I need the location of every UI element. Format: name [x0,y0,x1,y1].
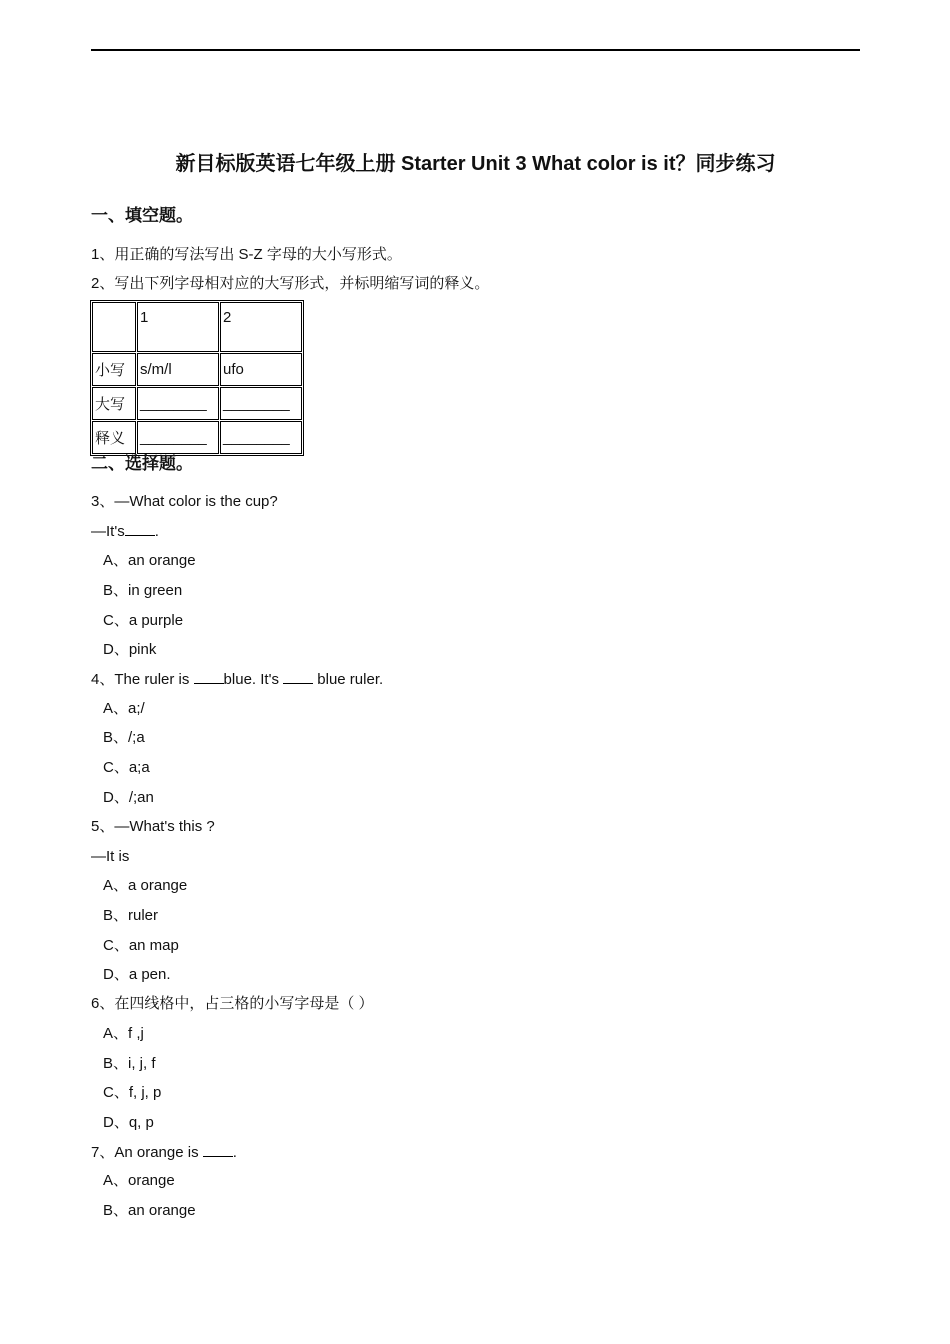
q7-part-b: . [232,1144,237,1161]
question-3: 3、—What color is the cup? [91,493,278,510]
header-rule [91,49,860,51]
option-d[interactable]: D、pink [103,641,157,658]
option-c[interactable]: C、f, j, p [103,1084,162,1101]
table-row [92,387,302,420]
section-fill-in-heading: 一、填空题。 [91,206,193,225]
table-cell: s/m/l [137,353,219,386]
option-c[interactable]: C、a;a [103,759,150,776]
answer-blank[interactable] [125,521,155,536]
answer-blank[interactable]: ________ [220,421,302,454]
q4-part-b: blue. It's [223,671,284,688]
option-a[interactable]: A、a orange [103,877,188,894]
answer-blank[interactable] [194,669,224,684]
section-choice-heading: 二、选择题。 [91,454,193,473]
table-row [92,421,302,454]
table-header-cell: 1 [137,302,219,352]
option-a[interactable]: A、orange [103,1172,175,1189]
answer-blank[interactable] [203,1142,233,1157]
answer-blank[interactable]: ________ [220,387,302,420]
letters-table [90,300,304,456]
option-b[interactable]: B、in green [103,582,183,599]
option-a[interactable]: A、an orange [103,552,196,569]
answer-blank[interactable] [283,669,313,684]
q7-part-a: 7、An orange is [91,1144,203,1161]
question-5: 5、—What's this ? [91,818,215,835]
question-5-line-2: —It is [91,848,130,865]
answer-blank[interactable]: ________ [137,421,219,454]
question-6: 6、在四线格中，占三格的小写字母是（ ） [91,995,374,1012]
page-title: 新目标版英语七年级上册 Starter Unit 3 What color is it？同步练习 [175,153,776,175]
q4-part-c: blue ruler. [313,671,384,688]
q3-prefix: —It's [91,523,125,540]
table-row [92,353,302,386]
table-header-cell: 2 [220,302,302,352]
row-label: 释义 [92,421,136,454]
row-label: 大写 [92,387,136,420]
table-header-row [92,302,302,352]
row-label: 小写 [92,353,136,386]
option-c[interactable]: C、a purple [103,612,184,629]
option-a[interactable]: A、a;/ [103,700,145,717]
option-b[interactable]: B、/;a [103,729,145,746]
question-4 [91,669,383,690]
option-d[interactable]: D、a pen. [103,966,171,983]
question-7 [91,1142,237,1163]
table-cell: ufo [220,353,302,386]
question-1: 1、用正确的写法写出 S-Z 字母的大小写形式。 [91,246,402,263]
option-b[interactable]: B、i, j, f [103,1055,156,1072]
q4-part-a: 4、The ruler is [91,671,194,688]
option-d[interactable]: D、q, p [103,1114,154,1131]
option-d[interactable]: D、/;an [103,789,154,806]
answer-blank[interactable]: ________ [137,387,219,420]
question-3-line-2 [91,521,159,542]
table-header-cell [92,302,136,352]
question-2: 2、写出下列字母相对应的大写形式，并标明缩写词的释义。 [91,275,490,292]
option-c[interactable]: C、an map [103,937,179,954]
q3-suffix: . [154,523,159,540]
option-b[interactable]: B、ruler [103,907,159,924]
option-b[interactable]: B、an orange [103,1202,196,1219]
option-a[interactable]: A、f ,j [103,1025,144,1042]
